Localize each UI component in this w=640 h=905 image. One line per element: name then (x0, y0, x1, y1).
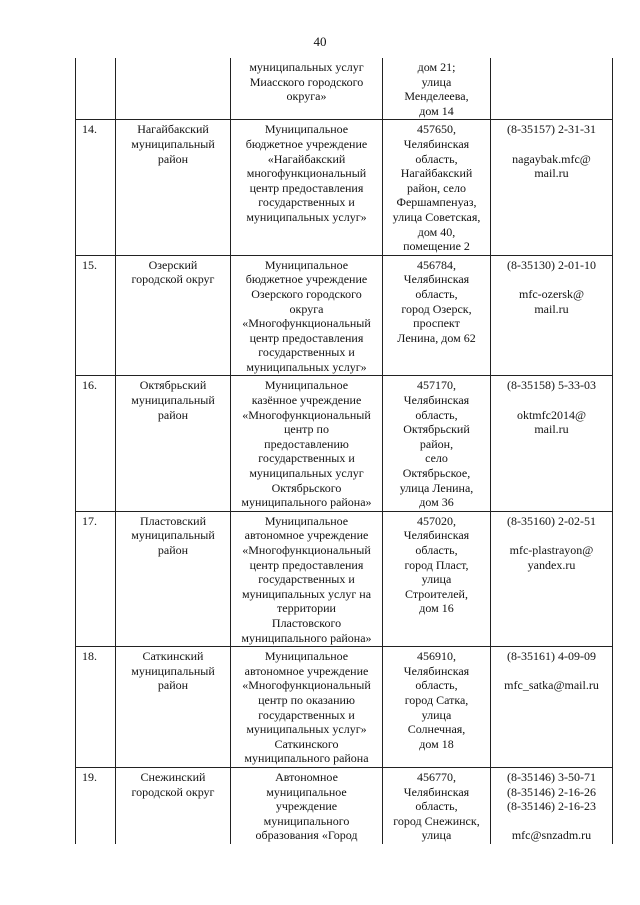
table-row (76, 767, 613, 843)
org-line: «Многофункциональный (242, 407, 371, 422)
district-line: Озерский (148, 257, 198, 272)
address-line: Челябинская (403, 136, 470, 151)
org-line: учреждение (275, 799, 338, 814)
address-line: Октябрьское, (402, 466, 471, 481)
address-line: улица Советская, (392, 209, 481, 224)
address-cell (383, 255, 491, 376)
org-line: «Многофункциональный (242, 543, 371, 557)
district-line: Октябрьский (139, 378, 207, 393)
address-line: Челябинская (403, 393, 470, 408)
address-line: Челябинская (403, 663, 470, 678)
address-line: область, (415, 543, 458, 557)
address-line: 456784, (417, 257, 456, 272)
address-line: 456770, (417, 769, 456, 784)
contact-line (493, 137, 610, 152)
org-line: муниципального района (244, 751, 369, 766)
org-line: Автономное (275, 769, 338, 784)
district-line: Саткинский (142, 649, 204, 664)
district-cell (116, 376, 231, 511)
address-line: Ленина, дом 62 (397, 330, 476, 345)
org-line: Саткинского (274, 736, 339, 751)
district-line: городской округ (131, 272, 215, 287)
org-line: округа (289, 301, 324, 316)
district-cell (116, 58, 231, 120)
contact-line: mfc_satka@mail.ru (504, 678, 599, 693)
org-line: образования «Город (255, 828, 358, 843)
address-cell (383, 58, 491, 120)
contact-line: (8-35157) 2-31-31 (507, 122, 596, 137)
address-line: Фершампенуаз, (396, 195, 477, 210)
row-number: 17. (76, 511, 116, 646)
org-line: Пластовского (271, 615, 342, 630)
contact-cell (491, 120, 613, 255)
district-cell (116, 767, 231, 843)
district-line: муниципальный (131, 393, 215, 408)
district-line: Снежинский (140, 769, 206, 784)
org-cell (231, 255, 383, 376)
org-line: муниципальных услуг» (246, 722, 367, 737)
org-line: центр предоставления (249, 180, 364, 195)
org-line: муниципальное (266, 784, 347, 799)
org-line: центр по оказанию (258, 692, 355, 707)
address-cell (383, 120, 491, 255)
address-line: город Снежинск, (393, 813, 480, 828)
row-number: 16. (76, 376, 116, 511)
org-line: казённое учреждение (251, 393, 362, 408)
contact-line (493, 272, 610, 287)
district-line: муниципальный (131, 528, 215, 543)
address-line: Менделеева, (404, 89, 469, 104)
address-cell (383, 376, 491, 511)
district-line: муниципальный (131, 663, 215, 678)
district-line: Нагайбакский (137, 122, 209, 137)
address-line: Челябинская (403, 784, 470, 799)
table-row (76, 120, 613, 255)
address-line: область, (415, 286, 458, 301)
address-line: дом 18 (419, 736, 454, 751)
org-line: бюджетное учреждение (245, 272, 368, 287)
contact-cell (491, 58, 613, 120)
address-line: область, (415, 799, 458, 814)
address-line: район, (419, 436, 454, 451)
district-line: район (157, 543, 189, 557)
org-line: государственных и (258, 195, 355, 210)
district-line: городской округ (131, 784, 215, 799)
org-line: государственных и (258, 572, 355, 587)
contact-line: (8-35158) 5-33-03 (507, 378, 596, 393)
org-line: центр предоставления (249, 330, 364, 345)
contact-line: (8-35161) 4-09-09 (507, 649, 596, 664)
district-line: Пластовский (140, 513, 206, 528)
org-line: муниципального (263, 813, 350, 828)
contact-line (493, 814, 610, 829)
address-line: 457650, (417, 122, 456, 137)
address-line: 457020, (417, 513, 456, 528)
address-line: улица (421, 572, 452, 587)
district-line: муниципальный (131, 136, 215, 151)
org-line: государственных и (258, 451, 355, 466)
address-line: дом 21; (417, 60, 456, 74)
org-line: Муниципальное (264, 257, 349, 272)
org-cell (231, 120, 383, 255)
contact-line: mail.ru (534, 301, 569, 316)
org-line: Октябрьского (271, 480, 342, 495)
contact-line: mfc-plastrayon@ (509, 543, 594, 557)
org-line: Муниципальное (264, 513, 349, 528)
org-line: Муниципальное (264, 649, 349, 664)
org-line: территории (277, 601, 336, 616)
district-line: район (157, 678, 189, 693)
contact-line: mfc@snzadm.ru (511, 828, 592, 843)
row-number: 18. (76, 647, 116, 768)
address-line: улица (421, 74, 452, 89)
address-cell (383, 511, 491, 646)
contact-line: (8-35146) 2-16-23 (507, 799, 596, 814)
contact-cell (491, 376, 613, 511)
district-cell (116, 120, 231, 255)
address-line: город Сатка, (404, 692, 469, 707)
org-line: муниципальных услуг (249, 466, 364, 481)
district-cell (116, 255, 231, 376)
org-line: «Многофункциональный (242, 678, 371, 693)
address-line: дом 40, (417, 224, 456, 239)
contact-line: nagaybak.mfc@ (512, 151, 591, 166)
address-line: город Пласт, (404, 557, 469, 572)
org-line: автономное учреждение (244, 528, 369, 543)
address-cell (383, 767, 491, 843)
contact-cell (491, 767, 613, 843)
contact-line (493, 393, 610, 408)
org-line: муниципальных услуг (249, 60, 364, 74)
address-line: Солнечная, (407, 722, 466, 737)
org-line: муниципальных услуг на (241, 586, 372, 601)
table-row (76, 511, 613, 646)
address-line: дом 16 (419, 601, 454, 616)
continuation-row (76, 58, 613, 120)
contact-line (493, 528, 610, 543)
table-row (76, 376, 613, 511)
num-cell (76, 58, 116, 120)
org-line: «Нагайбакский (267, 151, 346, 166)
contact-cell (491, 255, 613, 376)
contact-line: (8-35146) 3-50-71 (507, 769, 596, 784)
page-number: 40 (313, 34, 327, 49)
org-line: автономное учреждение (244, 663, 369, 678)
contact-line: (8-35160) 2-02-51 (507, 513, 596, 528)
table-row (76, 647, 613, 768)
contact-line: yandex.ru (527, 557, 576, 572)
org-cell (231, 767, 383, 843)
address-line: Октябрьский (403, 422, 470, 437)
mfc-table (75, 58, 613, 844)
address-line: 456910, (417, 649, 456, 664)
contact-line: mfc-ozersk@ (518, 286, 585, 301)
address-line: проспект (413, 316, 460, 331)
address-line: помещение 2 (403, 239, 470, 254)
address-line: область, (415, 678, 458, 693)
org-line: Озерского городского (251, 286, 362, 301)
address-line: Нагайбакский (400, 166, 473, 181)
address-line: дом 36 (419, 495, 454, 510)
org-cell (231, 376, 383, 511)
org-line: государственных и (258, 345, 355, 360)
address-line: область, (415, 407, 458, 422)
org-cell (231, 647, 383, 768)
contact-line: (8-35130) 2-01-10 (507, 257, 596, 272)
org-line: Муниципальное (264, 122, 349, 137)
address-line: область, (415, 151, 458, 166)
row-number: 19. (76, 767, 116, 843)
address-line: Челябинская (403, 528, 470, 543)
org-cell (231, 58, 383, 120)
org-line: предоставлению (264, 436, 349, 451)
contact-cell (491, 647, 613, 768)
address-line: улица (421, 828, 452, 843)
contact-cell (491, 511, 613, 646)
address-line: улица Ленина, (399, 480, 474, 495)
org-cell (231, 511, 383, 646)
org-line: муниципального района» (241, 495, 372, 510)
org-line: муниципального района» (241, 630, 372, 645)
table-row (76, 255, 613, 376)
address-cell (383, 647, 491, 768)
address-line: дом 14 (419, 103, 454, 118)
contact-line: mail.ru (534, 422, 569, 437)
row-number: 14. (76, 120, 116, 255)
contact-line: oktmfc2014@ (516, 407, 587, 422)
org-line: муниципальных услуг» (246, 209, 367, 224)
contact-line: mail.ru (534, 166, 569, 181)
row-number: 15. (76, 255, 116, 376)
district-cell (116, 647, 231, 768)
address-line: улица (421, 707, 452, 722)
org-line: округа» (286, 89, 327, 104)
org-line: бюджетное учреждение (245, 136, 368, 151)
district-cell (116, 511, 231, 646)
district-line: район (157, 407, 189, 422)
org-line: многофункциональный (246, 166, 367, 181)
org-line: Муниципальное (264, 378, 349, 393)
address-line: город Озерск, (401, 301, 472, 316)
address-line: 457170, (417, 378, 456, 393)
district-line: район (157, 151, 189, 166)
contact-line (493, 664, 610, 679)
org-line: центр по (284, 422, 329, 437)
org-line: «Многофункциональный (242, 316, 371, 331)
org-line: Миасского городского (249, 74, 364, 89)
address-line: Челябинская (403, 272, 470, 287)
org-line: центр предоставления (249, 557, 364, 572)
address-line: село (425, 451, 448, 466)
org-line: муниципальных услуг» (246, 359, 367, 374)
address-line: Строителей, (405, 586, 468, 601)
address-line: район, село (407, 180, 466, 195)
contact-line: (8-35146) 2-16-26 (507, 784, 596, 799)
org-line: государственных и (258, 707, 355, 722)
